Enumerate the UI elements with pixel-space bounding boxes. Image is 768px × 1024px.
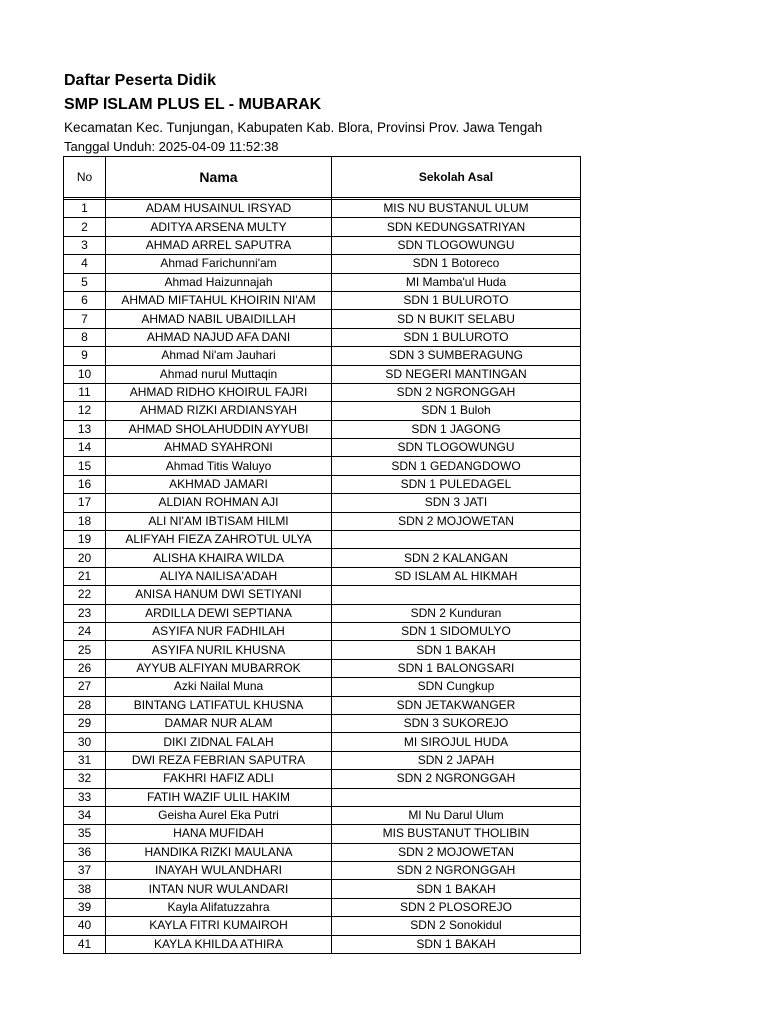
cell-no: 35	[64, 825, 106, 843]
table-row	[64, 604, 581, 622]
cell-nama: ADAM HUSAINUL IRSYAD	[106, 200, 332, 218]
cell-nama: FATIH WAZIF ULIL HAKIM	[106, 788, 332, 806]
table-row	[64, 494, 581, 512]
cell-sekolah-asal: SDN 2 NGRONGGAH	[332, 383, 581, 401]
table-row	[64, 218, 581, 236]
table-row	[64, 622, 581, 640]
cell-nama: AYYUB ALFIYAN MUBARROK	[106, 659, 332, 677]
table-row	[64, 365, 581, 383]
table-row	[64, 402, 581, 420]
table-row	[64, 696, 581, 714]
cell-sekolah-asal: SDN 1 PULEDAGEL	[332, 475, 581, 493]
cell-nama: Ahmad Titis Waluyo	[106, 457, 332, 475]
table-row	[64, 347, 581, 365]
cell-sekolah-asal: SDN 1 BAKAH	[332, 880, 581, 898]
cell-nama: AHMAD SYAHRONI	[106, 439, 332, 457]
cell-sekolah-asal: SDN 2 JAPAH	[332, 751, 581, 769]
cell-nama: DIKI ZIDNAL FALAH	[106, 733, 332, 751]
cell-no: 33	[64, 788, 106, 806]
cell-nama: FAKHRI HAFIZ ADLI	[106, 770, 332, 788]
cell-nama: Ahmad Ni'am Jauhari	[106, 347, 332, 365]
table-row	[64, 439, 581, 457]
table-row	[64, 236, 581, 254]
cell-no: 16	[64, 475, 106, 493]
table-header-row	[64, 157, 581, 198]
cell-no: 30	[64, 733, 106, 751]
cell-nama: Ahmad nurul Muttaqin	[106, 365, 332, 383]
cell-sekolah-asal: SDN 1 Botoreco	[332, 255, 581, 273]
table-row	[64, 917, 581, 935]
cell-sekolah-asal: SDN 2 Kunduran	[332, 604, 581, 622]
cell-nama: AHMAD RIDHO KHOIRUL FAJRI	[106, 383, 332, 401]
table-row	[64, 420, 581, 438]
table-body	[64, 198, 581, 954]
cell-sekolah-asal: MI SIROJUL HUDA	[332, 733, 581, 751]
cell-nama: DWI REZA FEBRIAN SAPUTRA	[106, 751, 332, 769]
cell-no: 22	[64, 586, 106, 604]
cell-sekolah-asal: SDN 3 SUKOREJO	[332, 714, 581, 732]
cell-nama: KAYLA FITRI KUMAIROH	[106, 917, 332, 935]
cell-nama: Kayla Alifatuzzahra	[106, 898, 332, 916]
cell-sekolah-asal: SDN 2 MOJOWETAN	[332, 843, 581, 861]
table-row	[64, 200, 581, 218]
table-row	[64, 291, 581, 309]
cell-nama: DAMAR NUR ALAM	[106, 714, 332, 732]
cell-no: 5	[64, 273, 106, 291]
cell-sekolah-asal: SDN 3 JATI	[332, 494, 581, 512]
cell-no: 21	[64, 567, 106, 585]
table-row	[64, 788, 581, 806]
table-row	[64, 659, 581, 677]
cell-nama: HANA MUFIDAH	[106, 825, 332, 843]
cell-sekolah-asal: SDN 1 SIDOMULYO	[332, 622, 581, 640]
table-row	[64, 586, 581, 604]
table-row	[64, 457, 581, 475]
table-row	[64, 898, 581, 916]
cell-no: 25	[64, 641, 106, 659]
cell-sekolah-asal: SDN JETAKWANGER	[332, 696, 581, 714]
cell-no: 29	[64, 714, 106, 732]
cell-nama: ARDILLA DEWI SEPTIANA	[106, 604, 332, 622]
cell-sekolah-asal	[332, 586, 581, 604]
cell-no: 1	[64, 200, 106, 218]
table-row	[64, 678, 581, 696]
cell-nama: ALIYA NAILISA'ADAH	[106, 567, 332, 585]
cell-no: 17	[64, 494, 106, 512]
cell-nama: ALI NI'AM IBTISAM HILMI	[106, 512, 332, 530]
cell-sekolah-asal: SDN 2 KALANGAN	[332, 549, 581, 567]
cell-no: 12	[64, 402, 106, 420]
cell-no: 7	[64, 310, 106, 328]
cell-no: 36	[64, 843, 106, 861]
table-row	[64, 512, 581, 530]
cell-no: 4	[64, 255, 106, 273]
cell-no: 8	[64, 328, 106, 346]
cell-no: 38	[64, 880, 106, 898]
table-row	[64, 255, 581, 273]
table-row	[64, 549, 581, 567]
cell-nama: AHMAD RIZKI ARDIANSYAH	[106, 402, 332, 420]
cell-sekolah-asal: SDN 2 MOJOWETAN	[332, 512, 581, 530]
cell-nama: ASYIFA NURIL KHUSNA	[106, 641, 332, 659]
table-row	[64, 567, 581, 585]
cell-sekolah-asal: SDN 1 BULUROTO	[332, 291, 581, 309]
table-row	[64, 383, 581, 401]
table-row	[64, 531, 581, 549]
cell-no: 3	[64, 236, 106, 254]
cell-no: 2	[64, 218, 106, 236]
column-header-sekolah-asal: Sekolah Asal	[332, 157, 581, 198]
cell-sekolah-asal: SDN 3 SUMBERAGUNG	[332, 347, 581, 365]
cell-nama: BINTANG LATIFATUL KHUSNA	[106, 696, 332, 714]
cell-no: 40	[64, 917, 106, 935]
download-date: Tanggal Unduh: 2025-04-09 11:52:38	[64, 139, 279, 154]
cell-no: 37	[64, 862, 106, 880]
cell-nama: ASYIFA NUR FADHILAH	[106, 622, 332, 640]
document-title: Daftar Peserta Didik	[64, 72, 217, 89]
cell-no: 11	[64, 383, 106, 401]
students-table	[63, 156, 581, 954]
table-row	[64, 862, 581, 880]
cell-nama: AHMAD NAJUD AFA DANI	[106, 328, 332, 346]
cell-sekolah-asal	[332, 788, 581, 806]
cell-sekolah-asal: SDN Cungkup	[332, 678, 581, 696]
cell-sekolah-asal: SDN 2 PLOSOREJO	[332, 898, 581, 916]
cell-sekolah-asal: SDN 1 JAGONG	[332, 420, 581, 438]
cell-no: 39	[64, 898, 106, 916]
cell-nama: Azki Nailal Muna	[106, 678, 332, 696]
cell-sekolah-asal: SDN 1 BULUROTO	[332, 328, 581, 346]
cell-no: 23	[64, 604, 106, 622]
cell-nama: KAYLA KHILDA ATHIRA	[106, 935, 332, 953]
cell-no: 26	[64, 659, 106, 677]
table-row	[64, 475, 581, 493]
table-row	[64, 328, 581, 346]
cell-nama: Geisha Aurel Eka Putri	[106, 806, 332, 824]
cell-nama: INTAN NUR WULANDARI	[106, 880, 332, 898]
cell-sekolah-asal	[332, 531, 581, 549]
cell-sekolah-asal: SDN 2 NGRONGGAH	[332, 770, 581, 788]
table-row	[64, 714, 581, 732]
cell-sekolah-asal: SD ISLAM AL HIKMAH	[332, 567, 581, 585]
cell-no: 41	[64, 935, 106, 953]
cell-no: 6	[64, 291, 106, 309]
cell-nama: Ahmad Farichunni'am	[106, 255, 332, 273]
cell-sekolah-asal: SDN TLOGOWUNGU	[332, 439, 581, 457]
cell-sekolah-asal: MIS BUSTANUT THOLIBIN	[332, 825, 581, 843]
cell-sekolah-asal: SDN 1 GEDANGDOWO	[332, 457, 581, 475]
cell-no: 19	[64, 531, 106, 549]
cell-nama: AKHMAD JAMARI	[106, 475, 332, 493]
cell-nama: ALISHA KHAIRA WILDA	[106, 549, 332, 567]
cell-sekolah-asal: MI Mamba'ul Huda	[332, 273, 581, 291]
cell-no: 34	[64, 806, 106, 824]
cell-nama: ANISA HANUM DWI SETIYANI	[106, 586, 332, 604]
table-row	[64, 641, 581, 659]
cell-no: 14	[64, 439, 106, 457]
cell-nama: HANDIKA RIZKI MAULANA	[106, 843, 332, 861]
cell-nama: AHMAD MIFTAHUL KHOIRIN NI'AM	[106, 291, 332, 309]
cell-no: 32	[64, 770, 106, 788]
table-row	[64, 825, 581, 843]
table-row	[64, 843, 581, 861]
column-header-no: No	[64, 157, 106, 198]
cell-nama: AHMAD ARREL SAPUTRA	[106, 236, 332, 254]
cell-no: 9	[64, 347, 106, 365]
table-row	[64, 770, 581, 788]
cell-sekolah-asal: SDN TLOGOWUNGU	[332, 236, 581, 254]
cell-sekolah-asal: SDN 1 Buloh	[332, 402, 581, 420]
cell-sekolah-asal: MI Nu Darul Ulum	[332, 806, 581, 824]
cell-sekolah-asal: SDN 1 BAKAH	[332, 935, 581, 953]
table-row	[64, 806, 581, 824]
table-row	[64, 310, 581, 328]
column-header-nama: Nama	[106, 157, 332, 198]
table-row	[64, 273, 581, 291]
cell-no: 10	[64, 365, 106, 383]
cell-no: 31	[64, 751, 106, 769]
cell-sekolah-asal: SD N BUKIT SELABU	[332, 310, 581, 328]
cell-nama: AHMAD SHOLAHUDDIN AYYUBI	[106, 420, 332, 438]
cell-nama: ADITYA ARSENA MULTY	[106, 218, 332, 236]
table-row	[64, 935, 581, 953]
cell-sekolah-asal: MIS NU BUSTANUL ULUM	[332, 200, 581, 218]
cell-no: 15	[64, 457, 106, 475]
cell-sekolah-asal: SDN 2 NGRONGGAH	[332, 862, 581, 880]
cell-no: 13	[64, 420, 106, 438]
school-name: SMP ISLAM PLUS EL - MUBARAK	[64, 96, 322, 113]
cell-nama: Ahmad Haizunnajah	[106, 273, 332, 291]
cell-sekolah-asal: SDN 1 BAKAH	[332, 641, 581, 659]
cell-sekolah-asal: SDN 1 BALONGSARI	[332, 659, 581, 677]
location-line: Kecamatan Kec. Tunjungan, Kabupaten Kab. Blora, Provinsi Prov. Jawa Tengah	[64, 120, 543, 135]
table-row	[64, 733, 581, 751]
cell-no: 18	[64, 512, 106, 530]
cell-no: 20	[64, 549, 106, 567]
cell-nama: AHMAD NABIL UBAIDILLAH	[106, 310, 332, 328]
cell-no: 24	[64, 622, 106, 640]
cell-nama: INAYAH WULANDHARI	[106, 862, 332, 880]
cell-sekolah-asal: SDN 2 Sonokidul	[332, 917, 581, 935]
cell-no: 28	[64, 696, 106, 714]
cell-sekolah-asal: SD NEGERI MANTINGAN	[332, 365, 581, 383]
table-row	[64, 751, 581, 769]
table-row	[64, 880, 581, 898]
cell-nama: ALDIAN ROHMAN AJI	[106, 494, 332, 512]
cell-nama: ALIFYAH FIEZA ZAHROTUL ULYA	[106, 531, 332, 549]
cell-no: 27	[64, 678, 106, 696]
cell-sekolah-asal: SDN KEDUNGSATRIYAN	[332, 218, 581, 236]
